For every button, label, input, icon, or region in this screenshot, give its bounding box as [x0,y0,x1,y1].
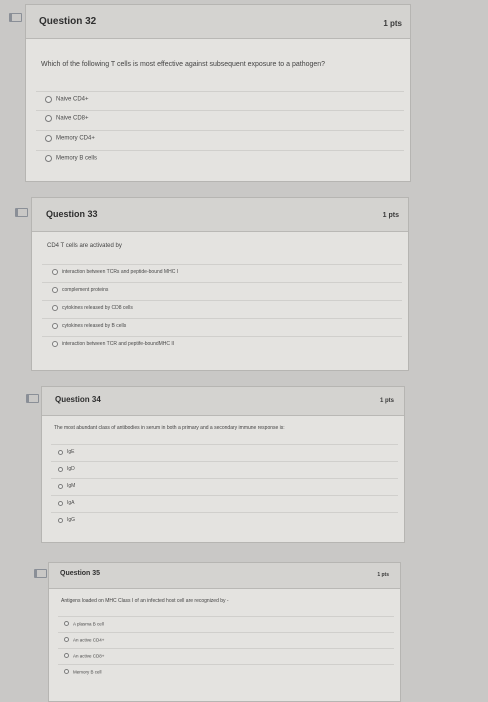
answer-label: An active CD8+ [73,653,105,659]
question-points: 1 pts [377,572,389,578]
answer-label: Naive CD4+ [56,96,89,103]
answer-option[interactable] [51,512,398,529]
answer-option[interactable] [36,91,404,109]
answer-label: interaction between TCRs and peptide-bound MHC I [62,269,179,275]
radio-button[interactable] [45,115,52,122]
answer-option[interactable] [51,478,398,495]
radio-button[interactable] [52,269,58,275]
answer-option[interactable] [58,648,394,664]
radio-button[interactable] [64,669,69,674]
question-text: The most abundant class of antibodies in serum in both a primary and a secondary immune response is: [54,425,285,431]
radio-button[interactable] [52,341,58,347]
radio-button[interactable] [58,467,63,472]
answer-label: IgA [67,500,75,506]
flag-icon[interactable] [15,208,28,217]
question-text: CD4 T cells are activated by [47,243,122,249]
radio-button[interactable] [45,96,52,103]
flag-icon[interactable] [9,13,22,22]
answer-option[interactable] [58,632,394,648]
radio-button[interactable] [58,501,63,506]
radio-button[interactable] [64,621,69,626]
answer-option[interactable] [58,616,394,632]
radio-button[interactable] [58,518,63,523]
answer-label: Memory B cell [73,669,102,675]
radio-button[interactable] [58,450,63,455]
question-title: Question 33 [46,209,98,219]
flag-icon[interactable] [34,569,47,578]
answer-option[interactable] [42,282,402,300]
answer-label: Memory CD4+ [56,135,95,142]
radio-button[interactable] [64,637,69,642]
answer-label: cytokines released by B cells [62,323,127,329]
answer-option[interactable] [51,461,398,478]
answer-label: IgD [67,466,75,472]
question-points: 1 pts [383,19,402,28]
question-header [49,563,400,589]
answer-label: IgM [67,483,76,489]
answer-label: A plasma B cell [73,621,104,627]
answer-label: cytokines released by CD8 cells [62,305,133,311]
answer-label: complement proteins [62,287,109,293]
question-header [26,5,410,39]
answer-option[interactable] [36,110,404,128]
question-header [32,198,408,232]
question-title: Question 35 [60,570,101,577]
flag-icon[interactable] [26,394,39,403]
answer-label: Naive CD8+ [56,115,89,122]
answer-label: Memory B cells [56,155,98,162]
answer-option[interactable] [58,664,394,680]
answer-label: IgE [67,449,75,455]
answer-option[interactable] [42,264,402,282]
answer-option[interactable] [36,150,404,168]
answer-label: An active CD4+ [73,637,105,643]
question-card-33 [31,197,409,371]
radio-button[interactable] [64,653,69,658]
question-card-34 [41,386,405,543]
question-header [42,387,404,416]
radio-button[interactable] [52,323,58,329]
question-title: Question 34 [55,395,101,404]
answer-option[interactable] [51,444,398,461]
answer-option[interactable] [51,495,398,512]
question-points: 1 pts [379,398,394,404]
answer-option[interactable] [42,318,402,336]
radio-button[interactable] [58,484,63,489]
answer-option[interactable] [36,130,404,148]
answer-option[interactable] [42,300,402,318]
question-card-32 [25,4,411,182]
answer-label: interaction between TCR and peptife-boundMHC II [62,341,175,347]
radio-button[interactable] [52,305,58,311]
radio-button[interactable] [52,287,58,293]
question-card-35 [48,562,401,702]
question-title: Question 32 [39,16,97,27]
answer-option[interactable] [42,336,402,354]
question-points: 1 pts [382,212,399,219]
answer-label: IgG [67,517,76,523]
radio-button[interactable] [45,135,52,142]
question-text: Which of the following T cells is most effective against subsequent exposure to a pathogen? [41,61,326,68]
question-text: Antigens loaded on MHC Class I of an infected host cell are recognized by - [61,598,229,604]
radio-button[interactable] [45,155,52,162]
